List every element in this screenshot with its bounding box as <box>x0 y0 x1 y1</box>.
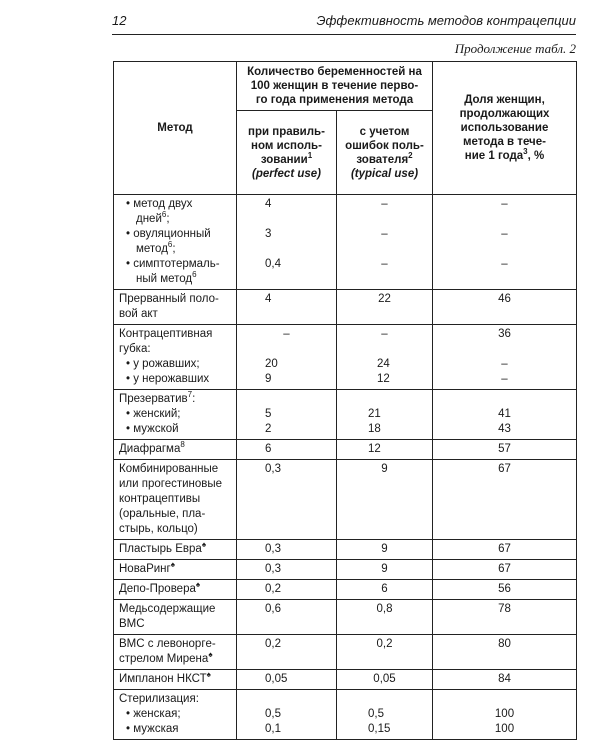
continuing-use-cell: 46 <box>433 290 577 325</box>
method-cell: Пластырь Евра♠ <box>114 540 237 560</box>
table-row <box>114 540 577 560</box>
header-pregnancies: Количество беременностей на 100 женщин в течение перво- го года применения метода <box>237 62 433 111</box>
typical-use-cell: – – – <box>337 195 433 290</box>
spade-icon: ♠ <box>201 540 207 550</box>
table-row <box>114 580 577 600</box>
perfect-use-cell: 6 <box>237 440 337 460</box>
typical-use-cell: – 24 12 <box>337 325 433 390</box>
table-row <box>114 290 577 325</box>
table-row <box>114 440 577 460</box>
continuing-use-cell: 67 <box>433 460 577 540</box>
continuing-use-cell: 67 <box>433 560 577 580</box>
perfect-use-cell: 4 3 0,4 <box>237 195 337 290</box>
perfect-use-cell: 5 2 <box>237 390 337 440</box>
spade-icon: ♠ <box>195 580 201 590</box>
method-cell: Комбинированные или прогестиновые контрацептивы (оральные, пла- стырь, кольцо) <box>114 460 237 540</box>
continuing-use-cell: 67 <box>433 540 577 560</box>
table-continuation-label: Продолжение табл. 2 <box>454 41 576 56</box>
header-typical-use: с учетом ошибок поль- зователя$^2$ (typical use) <box>337 111 433 195</box>
table-row <box>114 635 577 670</box>
spade-icon: ♠ <box>208 650 213 660</box>
table-row <box>114 390 577 440</box>
table-row <box>114 600 577 635</box>
typical-use-cell: 12 <box>337 440 433 460</box>
method-cell: Прерванный поло- вой акт <box>114 290 237 325</box>
table-row <box>114 460 577 540</box>
typical-use-cell: 9 <box>337 560 433 580</box>
header-perfect-use: при правиль- ном исполь- зовании$^1$ (perfect use) <box>237 111 337 195</box>
continuing-use-cell: 57 <box>433 440 577 460</box>
method-cell: Депо-Провера♠ <box>114 580 237 600</box>
method-cell: Презерватив$^7$: • женский; • мужской <box>114 390 237 440</box>
page-header <box>112 10 576 35</box>
typical-use-cell: 0,5 0,15 <box>337 690 433 740</box>
perfect-use-cell: 4 <box>237 290 337 325</box>
method-cell: Медьсодержащие ВМС <box>114 600 237 635</box>
header-continuing-use: Доля женщин, продолжающих использование метода в тече- ние 1 года$^3$, % <box>433 62 577 195</box>
table-row <box>114 670 577 690</box>
method-cell: • метод двух дней$^6$; • овуляционный метод$^6$; • симптотермаль- ный метод$^6$ <box>114 195 237 290</box>
page-number: 12 <box>112 13 127 28</box>
method-cell: ВМС с левоноргe- стрелом Мирена♠ <box>114 635 237 670</box>
continuing-use-cell: 41 43 <box>433 390 577 440</box>
continuing-use-cell: 100 100 <box>433 690 577 740</box>
continuing-use-cell: 78 <box>433 600 577 635</box>
perfect-use-cell: 0,6 <box>237 600 337 635</box>
typical-use-cell: 22 <box>337 290 433 325</box>
spade-icon: ♠ <box>170 560 175 570</box>
method-cell: Контрацептивная губка: • у рожавших; • у нерожавших <box>114 325 237 390</box>
table-row <box>114 325 577 390</box>
continuing-use-cell: – – – <box>433 195 577 290</box>
typical-use-cell: 9 <box>337 460 433 540</box>
spade-icon: ♠ <box>206 670 211 680</box>
perfect-use-cell: – 20 9 <box>237 325 337 390</box>
table-row <box>114 560 577 580</box>
continuing-use-cell: 56 <box>433 580 577 600</box>
running-title: Эффективность методов контрацепции <box>316 13 576 28</box>
typical-use-cell: 0,8 <box>337 600 433 635</box>
header-method: Метод <box>114 62 237 195</box>
perfect-use-cell: 0,3 <box>237 460 337 540</box>
perfect-use-cell: 0,05 <box>237 670 337 690</box>
continuing-use-cell: 84 <box>433 670 577 690</box>
perfect-use-cell: 0,2 <box>237 580 337 600</box>
table-row <box>114 690 577 740</box>
perfect-use-cell: 0,5 0,1 <box>237 690 337 740</box>
perfect-use-cell: 0,3 <box>237 540 337 560</box>
typical-use-cell: 9 <box>337 540 433 560</box>
method-cell: Импланон НКСТ♠ <box>114 670 237 690</box>
method-cell: Диафрагма$^8$ <box>114 440 237 460</box>
typical-use-cell: 21 18 <box>337 390 433 440</box>
method-cell: НоваРинг♠ <box>114 560 237 580</box>
continuing-use-cell: 36 – – <box>433 325 577 390</box>
typical-use-cell: 6 <box>337 580 433 600</box>
continuing-use-cell: 80 <box>433 635 577 670</box>
perfect-use-cell: 0,2 <box>237 635 337 670</box>
perfect-use-cell: 0,3 <box>237 560 337 580</box>
table-row <box>114 195 577 290</box>
typical-use-cell: 0,05 <box>337 670 433 690</box>
method-cell: Стерилизация: • женская; • мужская <box>114 690 237 740</box>
table-header-row <box>114 62 577 111</box>
contraception-methods-table <box>113 61 577 740</box>
typical-use-cell: 0,2 <box>337 635 433 670</box>
